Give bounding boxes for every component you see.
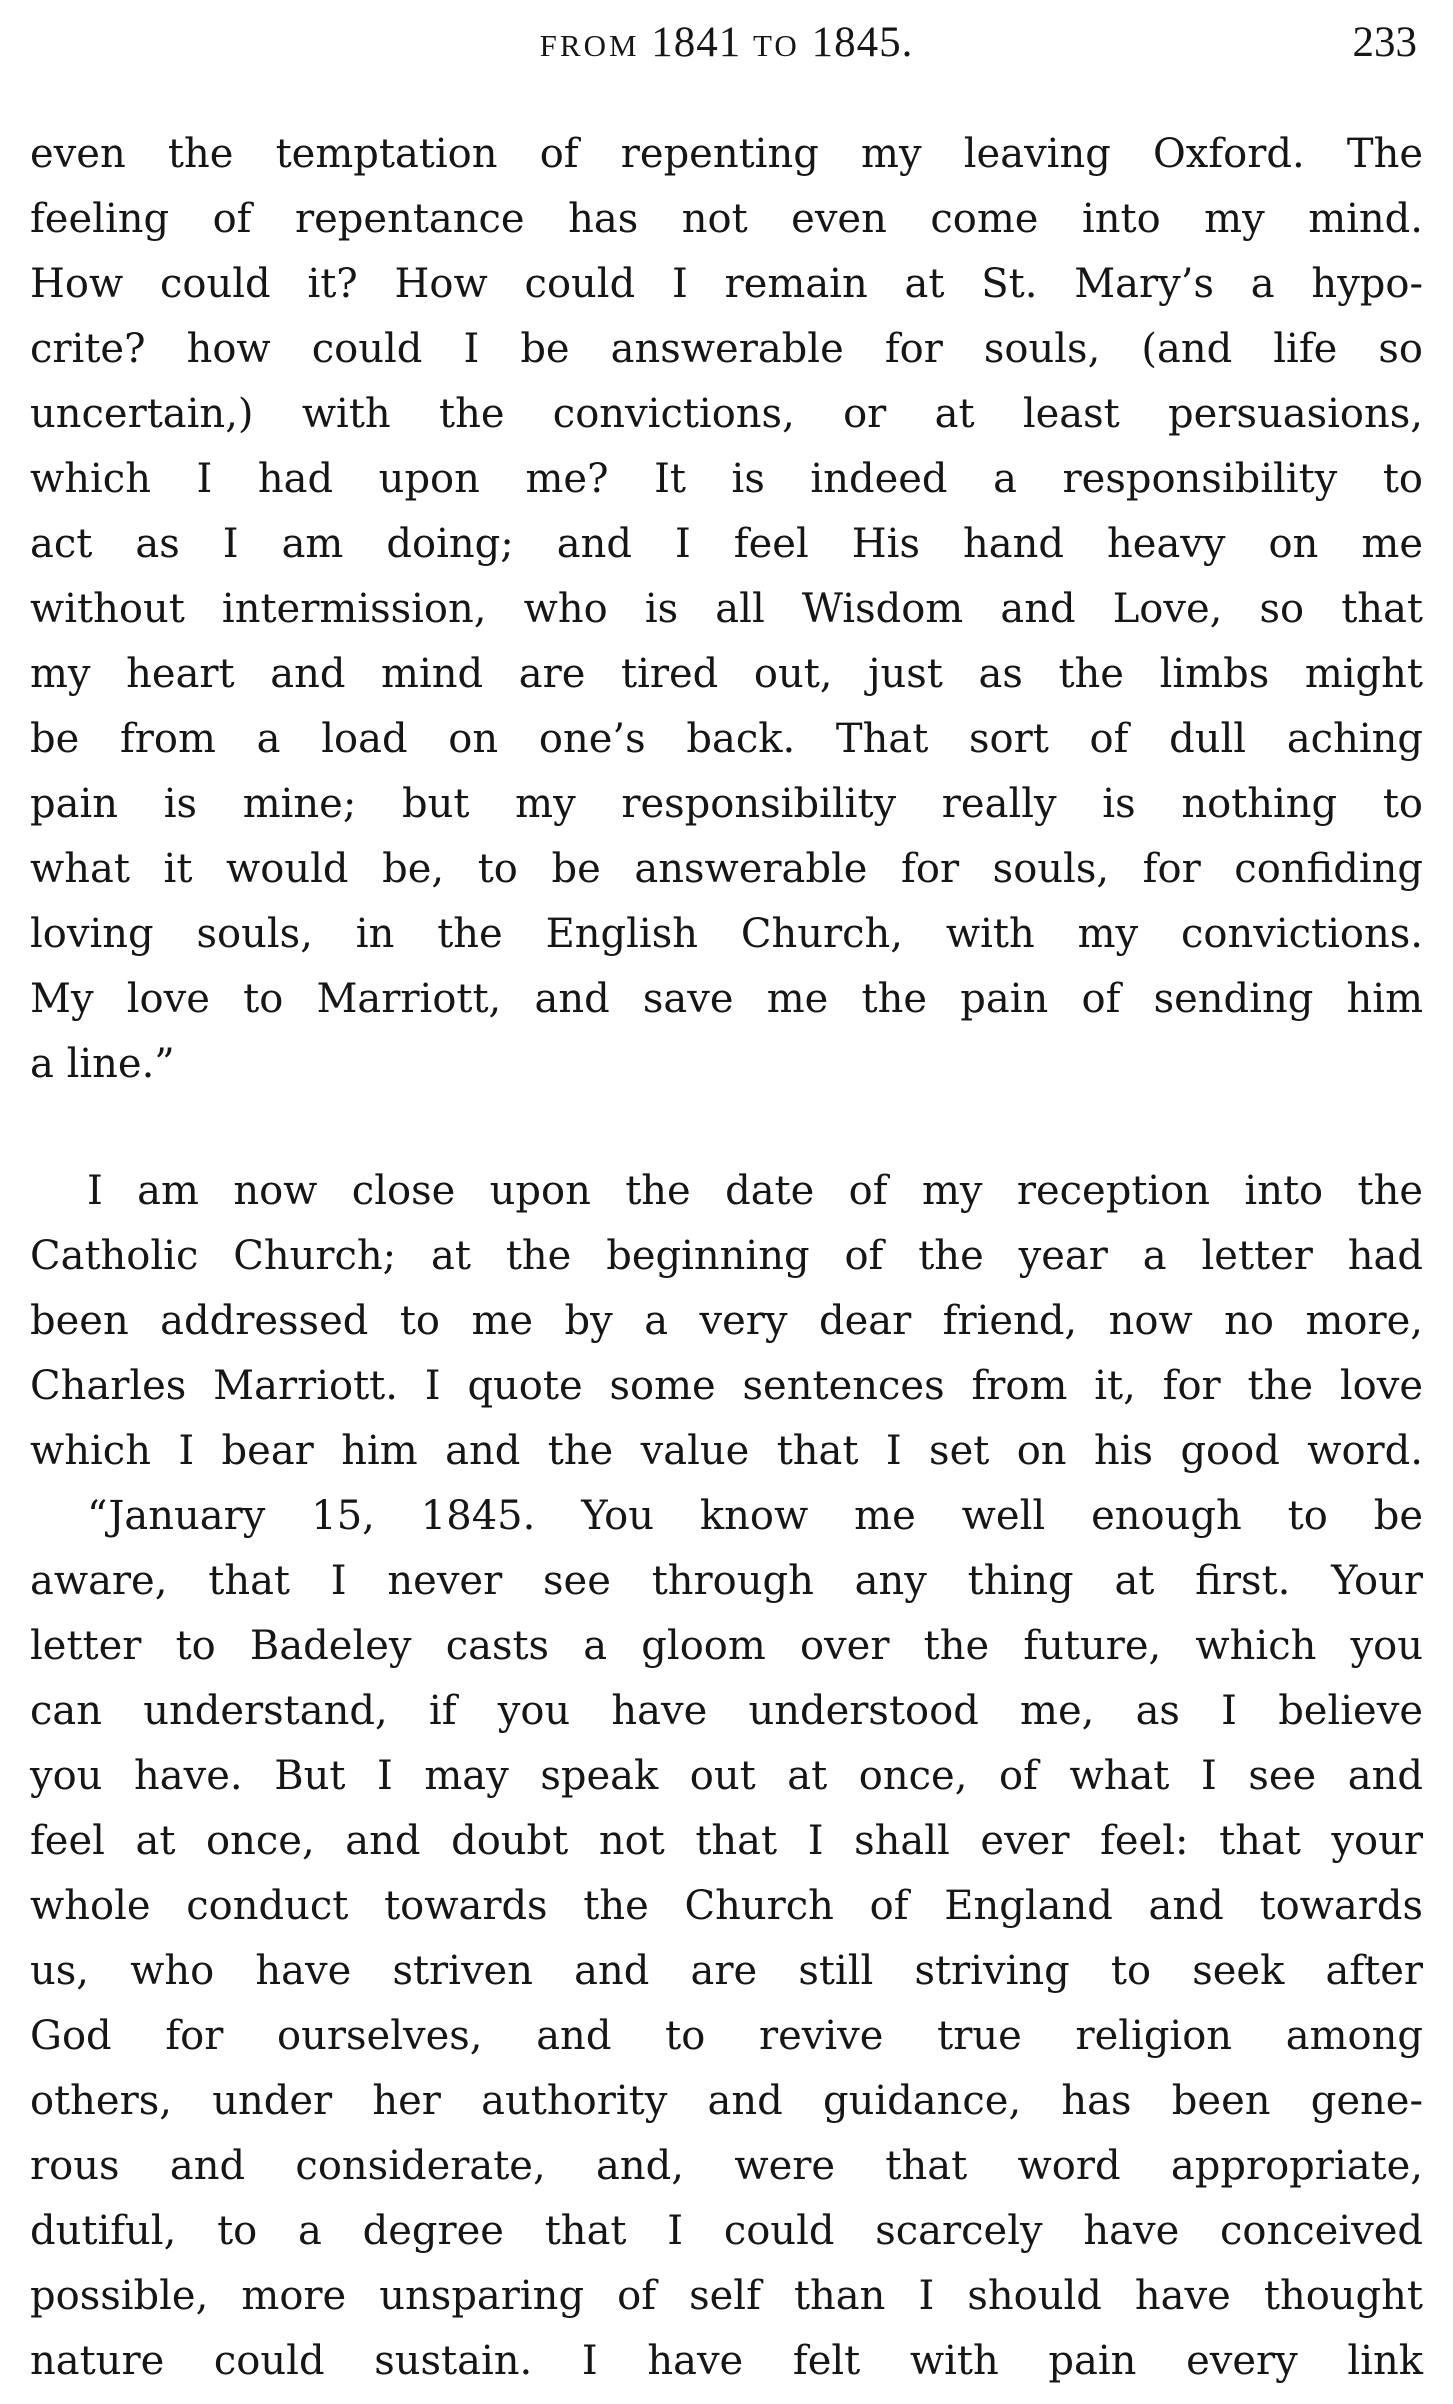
text-line: Catholic Church; at the beginning of the year a letter had [30, 1233, 1423, 1279]
text-line: what it would be, to be answerable for souls, for confiding [30, 846, 1423, 892]
text-line: us, who have striven and are still striving to seek after [30, 1948, 1423, 1994]
text-line: aware, that I never see through any thing at first. Your [30, 1558, 1423, 1604]
text-line: act as I am doing; and I feel His hand heavy on me [30, 521, 1423, 567]
text-line: you have. But I may speak out at once, of what I see and [30, 1753, 1423, 1799]
text-line: pain is mine; but my responsibility really is nothing to [30, 781, 1423, 827]
text-line: others, under her authority and guidance, has been gene- [30, 2078, 1423, 2124]
text-line: letter to Badeley casts a gloom over the future, which you [30, 1623, 1423, 1669]
paragraph-marriott-letter [30, 1484, 1423, 2394]
header-year-start: 1841 [651, 19, 742, 66]
running-title [30, 18, 1423, 67]
text-line: rous and considerate, and, were that word appropriate, [30, 2143, 1423, 2189]
text-line: feeling of repentance has not even come into my mind. [30, 196, 1423, 242]
paragraph-letter-ending [30, 122, 1423, 1097]
header-from-word: FROM [539, 28, 640, 63]
text-line: be from a load on one’s back. That sort of dull aching [30, 716, 1423, 762]
text-line: I am now close upon the date of my reception into the [87, 1168, 1423, 1214]
text-line: feel at once, and doubt not that I shall ever feel: that your [30, 1818, 1423, 1864]
body-text [30, 122, 1423, 2394]
text-line: a line.” [30, 1041, 175, 1087]
text-line: How could it? How could I remain at St. Mary’s a hypo- [30, 261, 1423, 307]
text-line: can understand, if you have understood me, as I believe [30, 1688, 1423, 1734]
running-header [30, 8, 1423, 70]
header-year-end: 1845. [811, 19, 914, 66]
text-line: uncertain,) with the convictions, or at least persuasions, [30, 391, 1423, 437]
text-line: even the temptation of repenting my leaving Oxford. The [30, 131, 1423, 177]
text-line: been addressed to me by a very dear friend, now no more, [30, 1298, 1423, 1344]
text-line: My love to Marriott, and save me the pain of sending him [30, 976, 1423, 1022]
page-number: 233 [1352, 19, 1417, 66]
text-line: my heart and mind are tired out, just as the limbs might [30, 651, 1423, 697]
paragraph-gap [30, 1097, 1423, 1159]
text-line: possible, more unsparing of self than I should have thought [30, 2273, 1423, 2319]
text-line: God for ourselves, and to revive true religion among [30, 2013, 1423, 2059]
text-line: nature could sustain. I have felt with pain every link [30, 2338, 1423, 2384]
text-line: which I had upon me? It is indeed a responsibility to [30, 456, 1423, 502]
text-line: dutiful, to a degree that I could scarcely have conceived [30, 2208, 1423, 2254]
paragraph-reception [30, 1159, 1423, 1484]
text-line: without intermission, who is all Wisdom and Love, so that [30, 586, 1423, 632]
text-line: which I bear him and the value that I set on his good word. [30, 1428, 1423, 1474]
text-line: “January 15, 1845. You know me well enough to be [87, 1493, 1423, 1539]
text-line: crite? how could I be answerable for souls, (and life so [30, 326, 1423, 372]
text-line: Charles Marriott. I quote some sentences from it, for the love [30, 1363, 1423, 1409]
header-to-word: TO [753, 28, 800, 63]
text-line: loving souls, in the English Church, with my convictions. [30, 911, 1423, 957]
text-line: whole conduct towards the Church of England and towards [30, 1883, 1423, 1929]
